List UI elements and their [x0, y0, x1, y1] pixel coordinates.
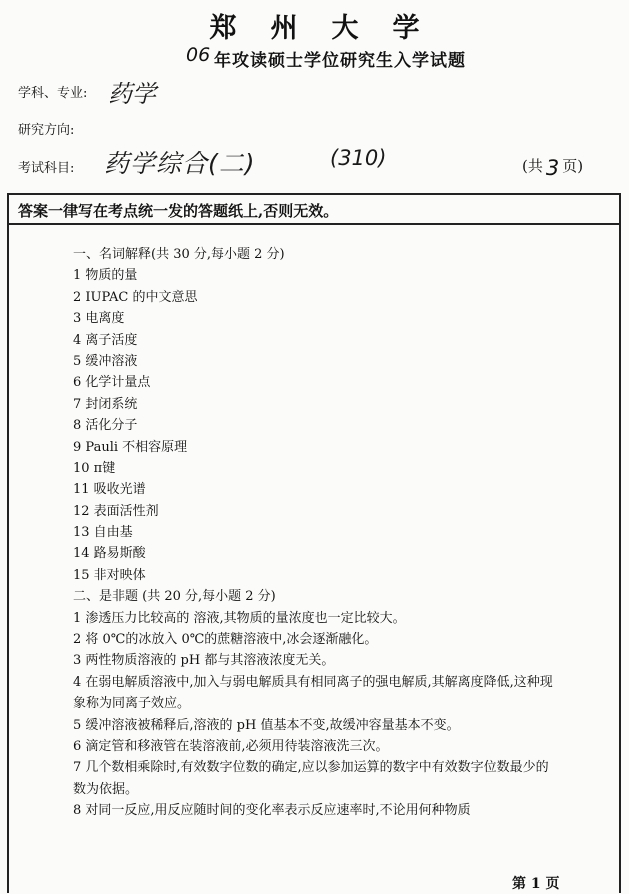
list-item: 14 路易斯酸 — [73, 546, 146, 562]
list-item: 1 物质的量 — [73, 268, 138, 284]
list-item: 5 缓冲溶液被稀释后,溶液的 pH 值基本不变,故缓冲容量基本不变。 — [73, 717, 460, 733]
research-direction-label: 研究方向: — [18, 123, 75, 138]
list-item: 6 化学计量点 — [73, 375, 151, 391]
list-item: 7 几个数相乘除时,有效数字位数的确定,应以参加运算的数字中有效数字位数最少的数为依据。 — [73, 760, 549, 797]
question-content — [73, 244, 553, 822]
answer-notice: 答案一律写在考点统一发的答题纸上,否则无效。 — [18, 202, 339, 220]
list-item: 6 滴定管和移液管在装溶液前,必须用待装溶液洗三次。 — [73, 739, 389, 755]
list-item: 10 π键 — [73, 460, 116, 476]
page-count — [522, 152, 584, 180]
exam-year-handwritten: 06 — [186, 44, 211, 66]
list-item: 15 非对映体 — [73, 567, 146, 583]
course-code-handwritten: (310) — [330, 146, 387, 170]
list-item: 8 活化分子 — [73, 418, 138, 434]
exam-title: 年攻读硕士学位研究生入学试题 — [214, 51, 466, 71]
list-item: 8 对同一反应,用反应随时间的变化率表示反应速率时,不论用何种物质 — [73, 803, 471, 819]
list-item: 11 吸收光谱 — [73, 482, 146, 498]
section-heading: 一、名词解释(共 30 分,每小题 2 分) — [73, 247, 285, 262]
list-item: 2 IUPAC 的中文意思 — [73, 289, 198, 305]
list-item: 2 将 0℃的冰放入 0℃的蔗糖溶液中,冰会逐渐融化。 — [73, 632, 378, 648]
page-number: 第 1 页 — [512, 876, 560, 892]
page-count-prefix: (共 — [522, 157, 543, 175]
list-item: 9 Pauli 不相容原理 — [73, 439, 188, 455]
section-heading: 二、是非题 (共 20 分,每小题 2 分) — [73, 589, 276, 605]
list-item: 3 两性物质溶液的 pH 都与其溶液浓度无关。 — [73, 653, 335, 669]
list-item: 4 离子活度 — [73, 332, 138, 348]
list-item: 12 表面活性剂 — [73, 503, 159, 519]
course-label: 考试科目: — [18, 161, 75, 176]
course-value-handwritten: 药学综合(二) — [104, 149, 256, 178]
subject-label: 学科、专业: — [18, 86, 88, 101]
list-item: 7 封闭系统 — [73, 396, 138, 412]
list-item: 3 电离度 — [73, 311, 125, 327]
page-count-suffix: 页) — [562, 157, 584, 175]
list-item: 5 缓冲溶液 — [73, 353, 138, 369]
page-count-number: 3 — [545, 156, 560, 180]
subject-value-handwritten: 药学 — [108, 80, 156, 108]
list-item: 1 渗透压力比较高的 溶液,其物质的量浓度也一定比较大。 — [73, 610, 406, 626]
university-name: 郑州大学 — [209, 13, 454, 44]
list-item: 4 在弱电解质溶液中,加入与弱电解质具有相同离子的强电解质,其解离度降低,这种现象称为同离子效应。 — [73, 674, 553, 712]
notice-rule — [7, 223, 619, 225]
list-item: 13 自由基 — [73, 525, 133, 541]
